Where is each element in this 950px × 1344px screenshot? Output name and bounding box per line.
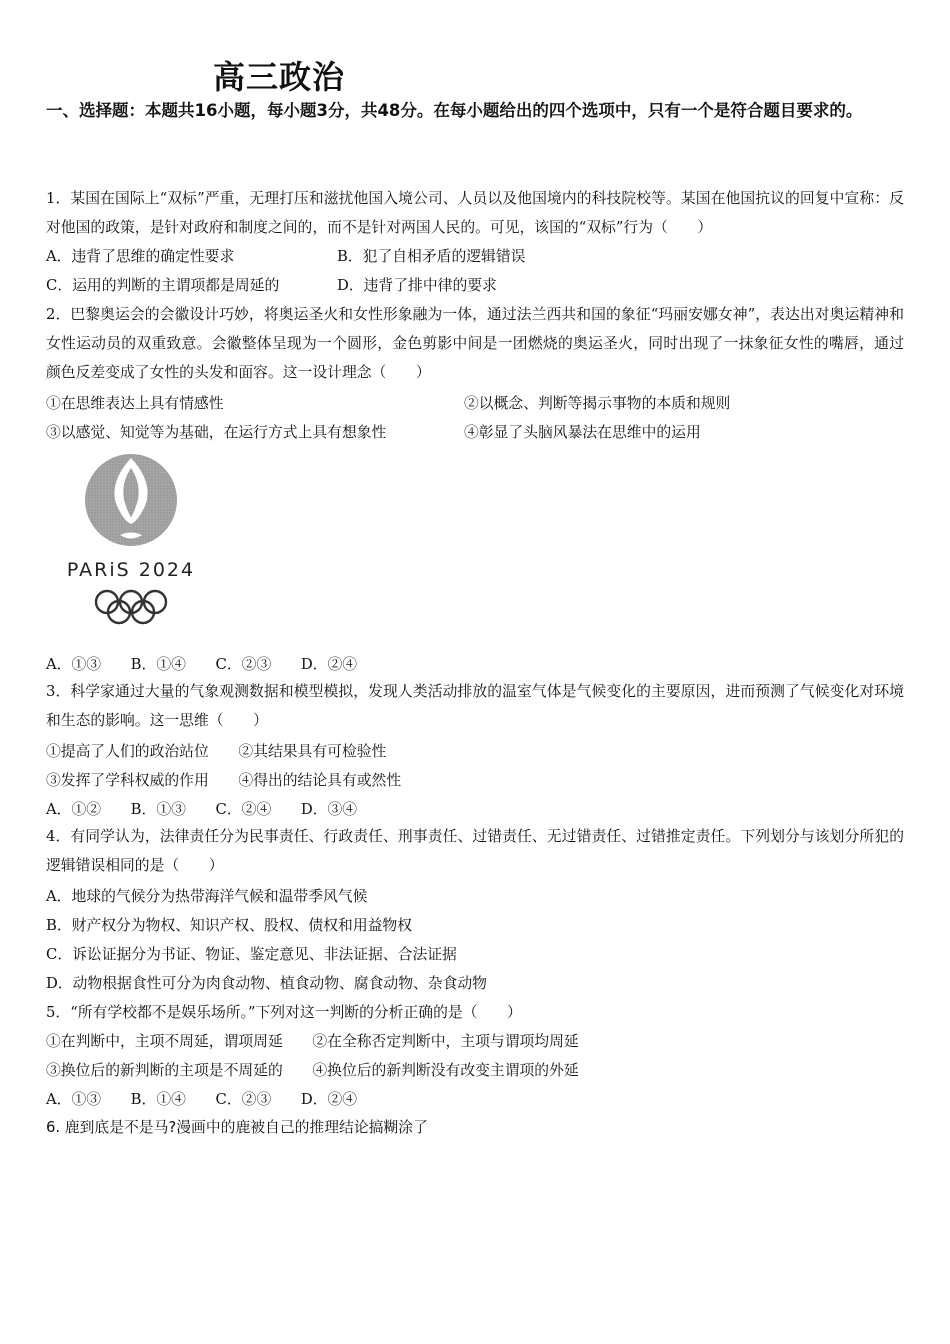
q1-option-b: B．犯了自相矛盾的逻辑错误	[337, 248, 526, 265]
q6-stem: 6. 鹿到底是不是马?漫画中的鹿被自己的推理结论搞糊涂了	[46, 1119, 428, 1136]
q5-stem: 5．“所有学校都不是娱乐场所。”下列对这一判断的分析正确的是（ ）	[46, 1004, 522, 1021]
q1-option-c: C．运用的判断的主谓项都是周延的	[46, 277, 280, 294]
q3-stem: 3．科学家通过大量的气象观测数据和模型模拟，发现人类活动排放的温室气体是气候变化的主要原因，进而预测了气候变化对环境和生态的影响。这一思维（ ）	[46, 683, 904, 729]
q4-option-c: C．诉讼证据分为书证、物证、鉴定意见、非法证据、合法证据	[46, 946, 457, 963]
q5-options: A．①③ B．①④ C．②③ D．②④	[46, 1091, 358, 1108]
q4-option-d: D．动物根据食性可分为肉食动物、植食动物、腐食动物、杂食动物	[46, 975, 487, 992]
q4-option-b: B．财产权分为物权、知识产权、股权、债权和用益物权	[46, 917, 413, 934]
section-heading: 一、选择题：本题共16小题，每小题3分，共48分。在每小题给出的四个选项中，只有一个是符合题目要求的。	[46, 101, 863, 120]
q3-statements-3-4: ③发挥了学科权威的作用 ④得出的结论具有或然性	[46, 772, 402, 789]
logo-text: PARiS 2024	[66, 559, 196, 581]
q4-stem: 4．有同学认为，法律责任分为民事责任、行政责任、刑事责任、过错责任、无过错责任、过错推定责任。下列划分与该划分所犯的逻辑错误相同的是（ ）	[46, 828, 904, 874]
q2-options: A．①③ B．①④ C．②③ D．②④	[46, 656, 358, 673]
q5-statements-1-2: ①在判断中，主项不周延，谓项周延 ②在全称否定判断中，主项与谓项均周延	[46, 1033, 579, 1050]
q4-option-a: A．地球的气候分为热带海洋气候和温带季风气候	[46, 888, 368, 905]
q2-statement-1: ①在思维表达上具有情感性	[46, 395, 224, 412]
paris-2024-logo	[52, 452, 212, 627]
q2-statement-4: ④彰显了头脑风暴法在思维中的运用	[464, 424, 701, 441]
q1-stem: 1．某国在国际上“双标”严重，无理打压和滋扰他国入境公司、人员以及他国境内的科技院校等。某国在他国抗议的回复中宣称：反对他国的政策，是针对政府和制度之间的，而不是针对两国人民的。可见，该国的“双标”行为（ ）	[46, 190, 904, 236]
q1-option-a: A．违背了思维的确定性要求	[46, 248, 235, 265]
page-title: 高三政治	[213, 58, 346, 96]
q3-options: A．①② B．①③ C．②④ D．③④	[46, 801, 358, 818]
olympic-rings-icon	[96, 591, 166, 623]
q2-statement-3: ③以感觉、知觉等为基础，在运行方式上具有想象性	[46, 424, 387, 441]
q5-statements-3-4: ③换位后的新判断的主项是不周延的 ④换位后的新判断没有改变主谓项的外延	[46, 1062, 579, 1079]
q1-option-d: D．违背了排中律的要求	[337, 277, 497, 294]
q2-statement-2: ②以概念、判断等揭示事物的本质和规则	[464, 395, 731, 412]
q2-stem: 2．巴黎奥运会的会徽设计巧妙，将奥运圣火和女性形象融为一体，通过法兰西共和国的象征“玛丽安娜女神”，表达出对奥运精神和女性运动员的双重致意。会徽整体呈现为一个圆形，金色剪影中间是一团燃烧的奥运圣火，同时出现了一抹象征女性的嘴唇，通过颜色反差变成了女性的头发和面容。这一设计理念（ ）	[46, 306, 904, 381]
q3-statements-1-2: ①提高了人们的政治站位 ②其结果具有可检验性	[46, 743, 387, 760]
